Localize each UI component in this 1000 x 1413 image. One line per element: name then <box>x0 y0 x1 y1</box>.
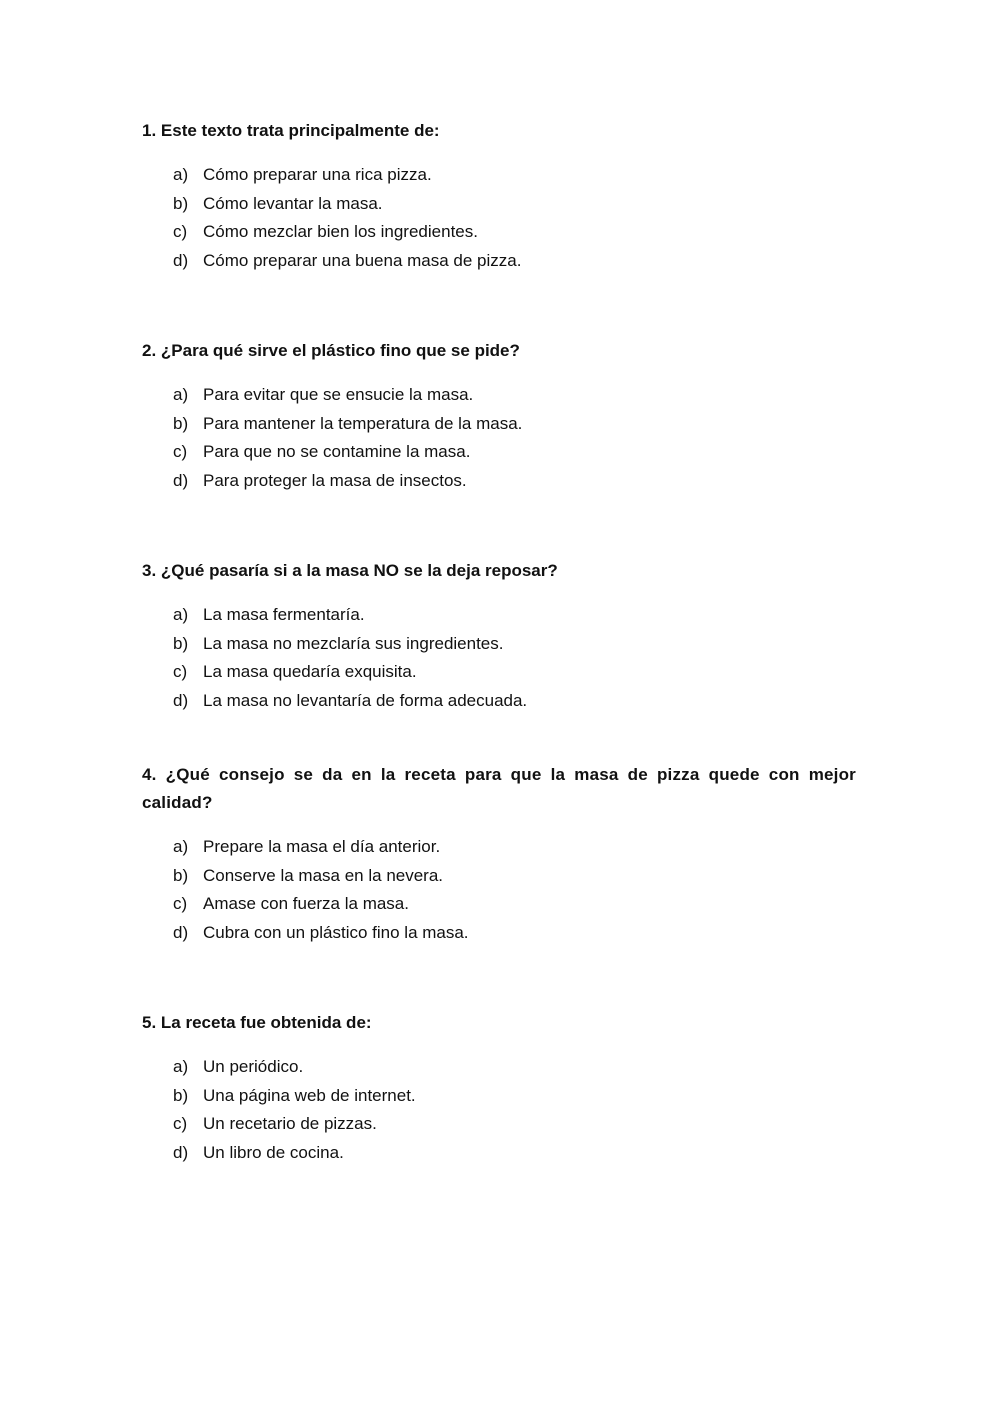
option-a <box>142 1053 856 1082</box>
option-text: La masa no mezclaría sus ingredientes. <box>203 633 504 653</box>
question-title: 2. ¿Para qué sirve el plástico fino que se pide? <box>142 341 520 360</box>
option-b <box>142 190 856 219</box>
option-letter: d) <box>173 250 189 270</box>
option-letter: d) <box>173 1142 189 1162</box>
option-d <box>142 687 856 716</box>
option-c <box>142 1110 856 1139</box>
option-a <box>142 381 856 410</box>
option-letter: c) <box>173 894 188 914</box>
option-b <box>142 410 856 439</box>
question-title: 5. La receta fue obtenida de: <box>142 1013 372 1032</box>
option-text: Una página web de internet. <box>203 1085 416 1105</box>
option-b <box>142 862 856 891</box>
question-title: 4. ¿Qué consejo se da en la receta para que la masa de pizza quede con mejor calidad? <box>142 765 856 812</box>
option-b <box>142 1082 856 1111</box>
question-2 <box>142 337 856 495</box>
option-text: Para que no se contamine la masa. <box>203 442 471 462</box>
option-letter: c) <box>173 662 188 682</box>
option-letter: b) <box>173 193 189 213</box>
option-d <box>142 919 856 948</box>
option-text: Un libro de cocina. <box>203 1142 344 1162</box>
option-text: Prepare la masa el día anterior. <box>203 837 441 856</box>
option-letter: a) <box>173 385 189 404</box>
option-letter: d) <box>173 690 189 710</box>
options-list <box>142 601 856 715</box>
option-letter: b) <box>173 1085 189 1105</box>
question-5 <box>142 1009 856 1167</box>
option-letter: c) <box>173 1114 188 1134</box>
option-letter: b) <box>173 413 189 433</box>
option-a <box>142 161 856 190</box>
option-letter: d) <box>173 922 189 942</box>
option-text: La masa no levantaría de forma adecuada. <box>203 690 528 710</box>
options-list <box>142 381 856 495</box>
option-text: Para evitar que se ensucie la masa. <box>203 385 474 404</box>
option-b <box>142 630 856 659</box>
option-letter: a) <box>173 165 189 184</box>
option-c <box>142 890 856 919</box>
option-c <box>142 658 856 687</box>
options-list <box>142 1053 856 1167</box>
question-title: 1. Este texto trata principalmente de: <box>142 121 440 140</box>
question-4 <box>142 761 856 947</box>
option-text: La masa fermentaría. <box>203 605 365 624</box>
option-text: Amase con fuerza la masa. <box>203 894 409 914</box>
option-text: La masa quedaría exquisita. <box>203 662 417 682</box>
option-letter: a) <box>173 1057 189 1076</box>
question-title: 3. ¿Qué pasaría si a la masa NO se la deja reposar? <box>142 561 558 580</box>
option-letter: c) <box>173 222 188 242</box>
option-a <box>142 601 856 630</box>
option-text: Para mantener la temperatura de la masa. <box>203 413 523 433</box>
option-letter: c) <box>173 442 188 462</box>
options-list <box>142 161 856 275</box>
option-c <box>142 218 856 247</box>
question-3 <box>142 557 856 715</box>
option-text: Un periódico. <box>203 1057 304 1076</box>
option-text: Cómo preparar una buena masa de pizza. <box>203 250 522 270</box>
option-text: Cómo preparar una rica pizza. <box>203 165 432 184</box>
option-text: Cómo levantar la masa. <box>203 193 383 213</box>
option-letter: a) <box>173 605 189 624</box>
option-letter: b) <box>173 633 189 653</box>
option-d <box>142 247 856 276</box>
option-text: Un recetario de pizzas. <box>203 1114 377 1134</box>
option-c <box>142 438 856 467</box>
options-list <box>142 833 856 947</box>
option-letter: a) <box>173 837 189 856</box>
option-text: Para proteger la masa de insectos. <box>203 470 467 490</box>
option-letter: d) <box>173 470 189 490</box>
option-text: Cómo mezclar bien los ingredientes. <box>203 222 478 242</box>
option-text: Cubra con un plástico fino la masa. <box>203 922 469 942</box>
question-1 <box>142 117 856 275</box>
option-letter: b) <box>173 865 189 885</box>
option-d <box>142 1139 856 1168</box>
option-d <box>142 467 856 496</box>
option-a <box>142 833 856 862</box>
option-text: Conserve la masa en la nevera. <box>203 865 444 885</box>
